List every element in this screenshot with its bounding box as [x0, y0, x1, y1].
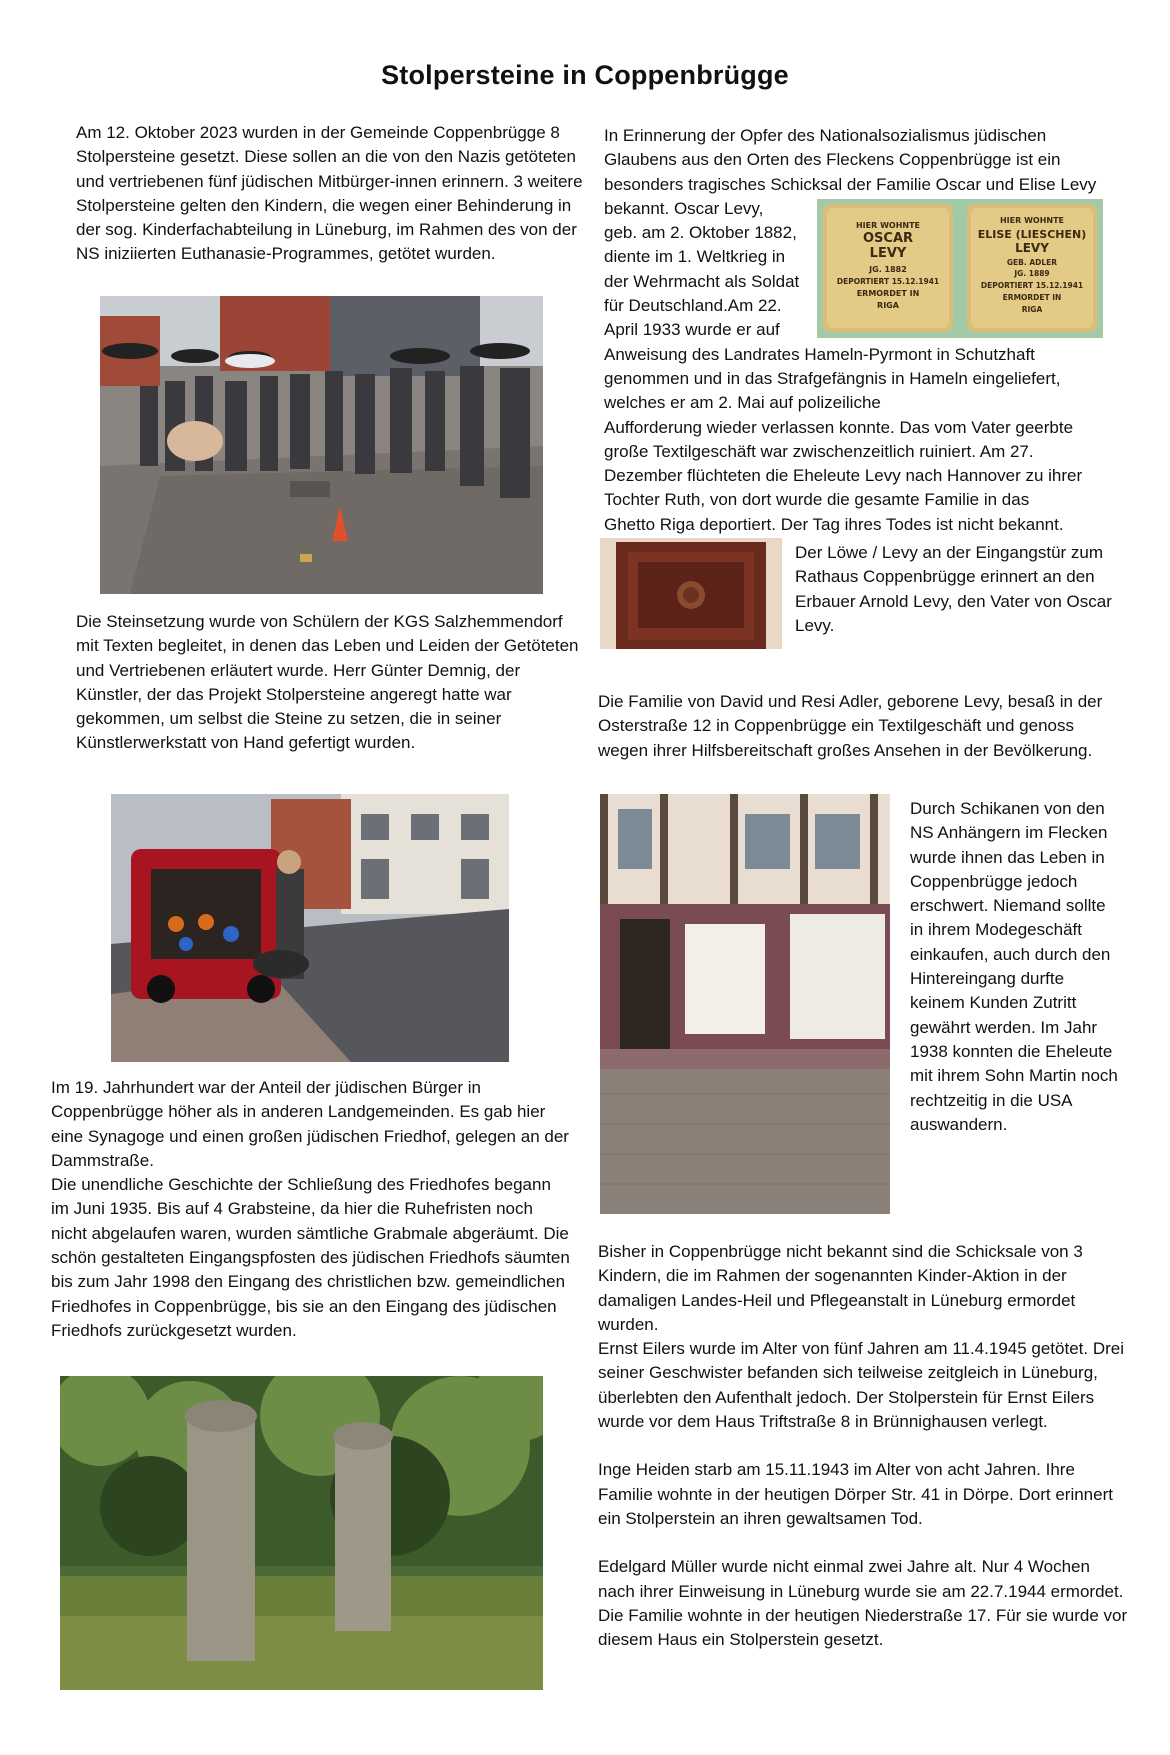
levy-intro-line: Ghetto Riga deportiert. Der Tag ihres Todes ist nicht bekannt.	[604, 514, 1064, 534]
levy-intro-line: In Erinnerung der Opfer des Nationalsozialismus jüdischen	[604, 126, 1047, 145]
town-hall-door-photo	[600, 538, 782, 649]
stone-oscar-line: JG. 1882	[869, 265, 907, 274]
ceremony-paragraph: Die Steinsetzung wurde von Schülern der KGS Salzhemmendorf mit Texten begleitet, in denen das Leben und Leiden der Getöteten und Vertriebenen erläutert wurde. Herr Günter Demnig, der Künstler, der das Projekt Stolpersteine angeregt hatte war gekommen, um selbst die Steine zu setzen, die in seiner Künstlerwerkstatt von Hand gefertigt wurden.	[76, 612, 579, 753]
stone-elise-line: DEPORTIERT 15.12.1941	[980, 281, 1084, 290]
adler-paragraph: Die Familie von David und Resi Adler, geborene Levy, besaß in der Osterstraße 12 in Coppenbrügge ein Textilgeschäft und genoss wegen ihrer Hilfsbereitschaft großes Ansehen in der Bevölkerung.	[598, 692, 1103, 760]
history-text: Im 19. Jahrhundert war der Anteil der jüdischen Bürger in Coppenbrügge höher als in anderen Landgemeinden. Es gab hier eine Synagoge und einen großen jüdischen Friedhof, gelegen an der Dammstraße. Die unendliche Geschichte der Schließung des Friedhofes begann im Juni 1935. Bis auf 4 Grabsteine, da hier die Ruhefristen noch nicht abgelaufen waren, wurden sämtliche Grabmale abgeräumt. Die schön gestalteten Eingangspfosten des jüdischen Friedhofs säumten bis zum Jahr 1998 den Eingang des christlichen bzw. gemeindlichen Friedhofes in Coppenbrügge, bis sie an den Eingang des jüdischen Friedhofs zurückgesetzt wurden.	[51, 1078, 570, 1340]
cemetery-posts-photo	[60, 1376, 543, 1690]
stone-oscar-line: LEVY	[869, 246, 907, 261]
stone-elise-line: ERMORDET IN	[1002, 293, 1062, 302]
stone-oscar-line: RIGA	[877, 301, 899, 310]
levy-intro-line: Glaubens aus den Orten des Fleckens Coppenbrügge ist ein	[604, 150, 1061, 170]
levy-intro-line: diente im 1. Weltkrieg in	[604, 247, 786, 267]
levy-intro-line: für Deutschland.Am 22.	[604, 296, 782, 316]
stone-elise-line: HIER WOHNTE	[999, 216, 1065, 225]
page-title: Stolpersteine in Coppenbrügge	[381, 60, 789, 90]
stolpersteine-photo	[817, 199, 1103, 338]
demnig-van-photo	[111, 794, 509, 1062]
stone-oscar-line: ERMORDET IN	[856, 289, 920, 298]
levy-intro-line: große Textilgeschäft war zwischenzeitlich ruiniert. Am 27.	[604, 441, 1034, 461]
intro-paragraph: Am 12. Oktober 2023 wurden in der Gemeinde Coppenbrügge 8 Stolpersteine gesetzt. Diese sollen an die von den Nazis getöteten und vertriebenen fünf jüdischen Mitbürger-innen erinnern. 3 weitere Stolpersteine gelten den Kindern, die wegen einer Behinderung in der sog. Kinderfachabteilung in Lüneburg, im Rahmen des von der NS iniziierten Euthanasie-Programmes, getötet wurden.	[76, 123, 583, 264]
stone-elise-line: LEVY	[1015, 241, 1049, 255]
shop-caption: Durch Schikanen von den NS Anhängern im Flecken wurde ihnen das Leben in Coppenbrügge jedoch erschwert. Niemand sollte in ihrem Modegeschäft einkaufen, auch durch den Hintereingang durfte keinem Kunden Zutritt gewährt werden. Im Jahr 1938 konnten die Eheleute mit ihrem Sohn Martin noch rechtzeitig in die USA auswandern.	[910, 799, 1118, 1134]
levy-intro-line: besonders tragisches Schicksal der Familie Oscar und Elise Levy	[604, 174, 1097, 194]
adler-shop-photo	[600, 794, 890, 1214]
levy-intro-line: genommen und in das Strafgefängnis in Hameln eingeliefert,	[604, 368, 1061, 388]
levy-intro-line: geb. am 2. Oktober 1882,	[604, 223, 797, 243]
levy-intro-line: bekannt. Oscar Levy,	[604, 198, 764, 218]
levy-intro-line: April 1933 wurde er auf	[604, 320, 780, 340]
children-text: Bisher in Coppenbrügge nicht bekannt sind die Schicksale von 3 Kindern, die im Rahmen der sogenannten Kinder-Aktion in der damaligen Landes-Heil und Pflegeanstalt in Lüneburg ermordet wurden. Ernst Eilers wurde im Alter von fünf Jahren am 11.4.1945 getötet. Drei seiner Geschwister befanden sich teilweise zeitgleich in Lüneburg, überlebten den Aufenthalt jedoch. Der Stolperstein für Ernst Eilers wurde vor dem Haus Triftstraße 8 in Brünnighausen verlegt. Inge Heiden starb am 15.11.1943 im Alter von acht Jahren. Ihre Familie wohnte in der heutigen Dörper Str. 41 in Dörpe. Dort erinnert ein Stolperstein an ihren gewaltsamen Tod. Edelgard Müller wurde nicht einmal zwei Jahre alt. Nur 4 Wochen nach ihrer Einweisung in Lüneburg wurde sie am 22.7.1944 ermordet. Die Familie wohnte in der heutigen Niederstraße 17. Für sie wurde vor diesem Haus ein Stolperstein gesetzt.	[598, 1242, 1128, 1650]
stone-elise-line: ELISE (LIESCHEN)	[977, 228, 1087, 241]
levy-intro-line: Dezember flüchteten die Eheleute Levy nach Hannover zu ihrer	[604, 466, 1083, 486]
levy-intro-line: der Wehrmacht als Soldat	[604, 271, 800, 291]
levy-intro-line: Tochter Ruth, von dort wurde die gesamte Familie in das	[604, 490, 1030, 510]
ceremony-crowd-photo	[100, 296, 543, 594]
stone-oscar-line: OSCAR	[862, 231, 914, 246]
stone-elise-line: GEB. ADLER	[1006, 258, 1058, 267]
levy-intro-line: Anweisung des Landrates Hameln-Pyrmont in Schutzhaft	[604, 344, 1035, 364]
stone-oscar-line: HIER WOHNTE	[855, 221, 921, 230]
levy-intro-line: welches er am 2. Mai auf polizeiliche	[604, 393, 881, 413]
stone-oscar-line: DEPORTIERT 15.12.1941	[836, 277, 940, 286]
stone-elise-line: RIGA	[1021, 305, 1043, 314]
stone-elise-line: JG. 1889	[1014, 269, 1050, 278]
door-caption: Der Löwe / Levy an der Eingangstür zum Rathaus Coppenbrügge erinnert an den Erbauer Arnold Levy, den Vater von Oscar Levy.	[795, 543, 1112, 635]
levy-intro-line: Aufforderung wieder verlassen konnte. Das vom Vater geerbte	[604, 417, 1074, 437]
